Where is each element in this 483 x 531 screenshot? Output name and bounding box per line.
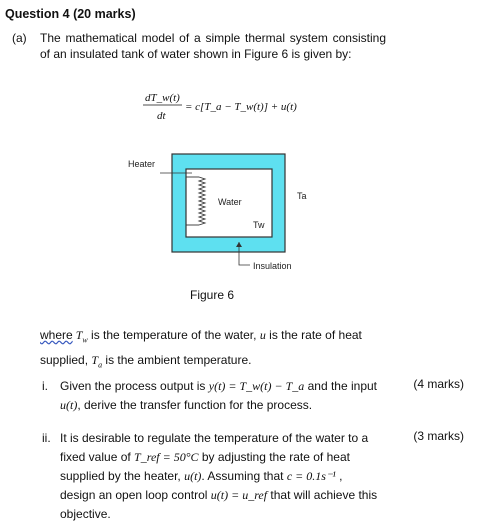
insulation-label: Insulation — [253, 261, 292, 271]
equation-numerator: dT_w(t) — [145, 92, 180, 104]
model-equation — [138, 89, 318, 123]
heater-label: Heater — [128, 159, 156, 169]
equation-rhs: = c[T_a − T_w(t)] + u(t) — [185, 101, 297, 113]
ta-label: Ta — [297, 191, 307, 201]
thermal-tank-figure — [120, 150, 320, 275]
equation-denominator: dt — [157, 110, 166, 122]
marks-i: (4 marks) — [413, 377, 464, 391]
tw-label: Tw — [253, 220, 265, 230]
subquestion-ii: ii. It is desirable to regulate the temperature of the water to a fixed value of T_ref = 50°C by adjusting the rate of heat supplied by the heater, u(t). Assuming that c = 0.1s⁻¹ , design an open loop control u(t) = u_ref that will achieve this objective. — [42, 431, 378, 521]
part-a-intro: The mathematical model of a simple thermal system consisting of an insulated tank of water shown in Figure 6 is given by: — [40, 31, 386, 61]
part-a-label: (a) — [12, 31, 27, 45]
subquestion-i: i. Given the process output is y(t) = T_w(t) − T_a and the input u(t), derive the transfer function for the process. — [42, 379, 378, 412]
where-word: where — [40, 328, 73, 342]
water-label: Water — [218, 197, 242, 207]
figure-caption: Figure 6 — [190, 288, 235, 302]
marks-ii: (3 marks) — [413, 429, 464, 443]
variable-description: where $T_w$ is the temperature of the water, u is the rate of heat supplied, $T_a$ is the ambient temperature. — [40, 328, 362, 370]
question-title: Question 4 (20 marks) — [5, 7, 136, 21]
